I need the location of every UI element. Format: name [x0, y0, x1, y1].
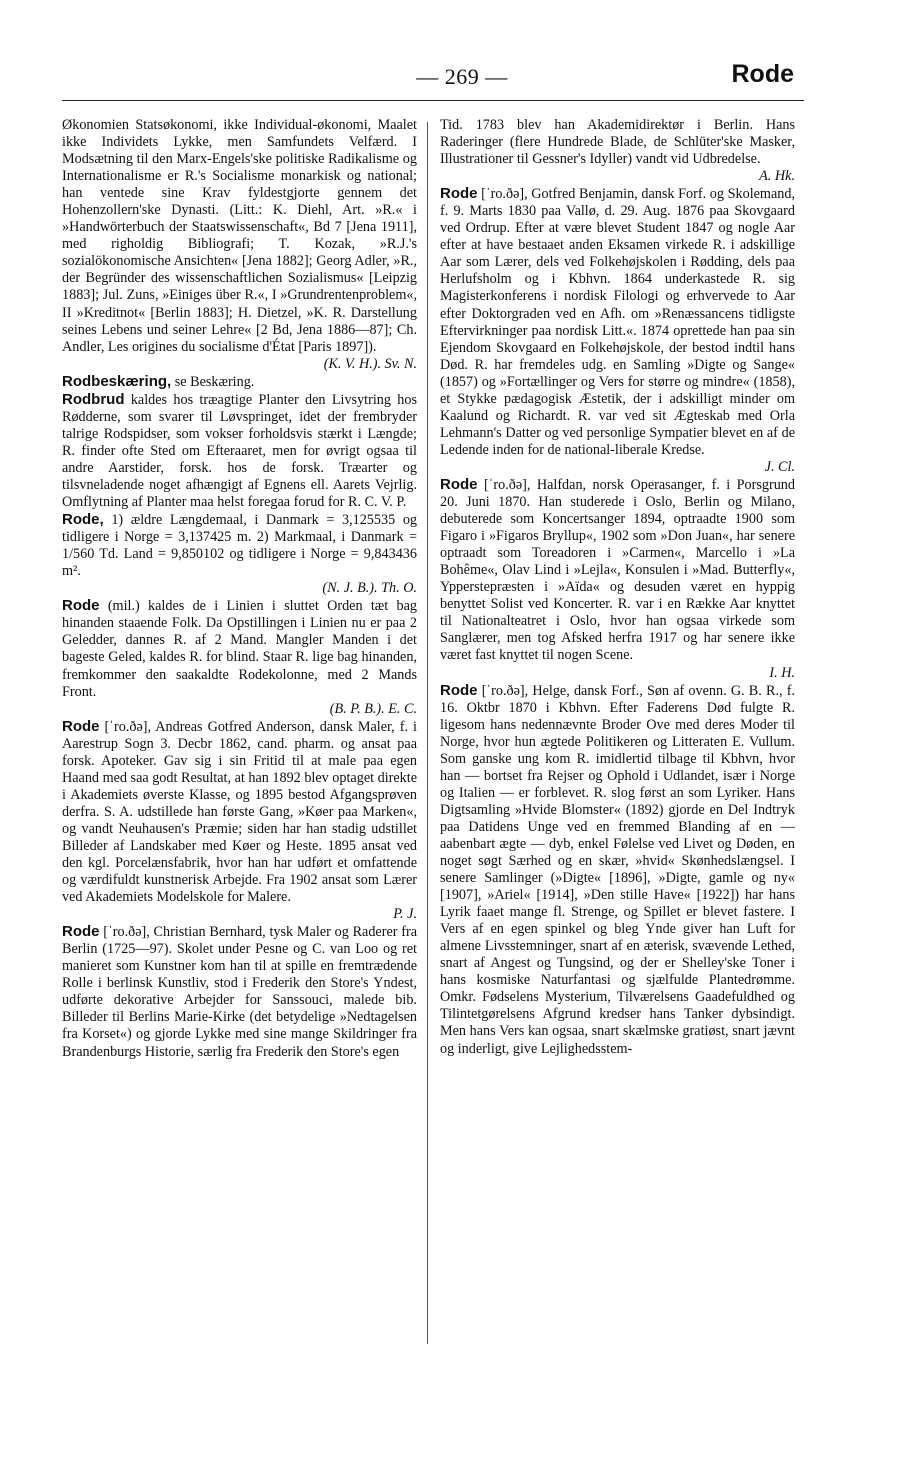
entry-headword: Rodbeskæring,: [62, 372, 172, 390]
dictionary-entry: [62, 923, 417, 1060]
entry-headword: Rode: [440, 185, 478, 203]
entry-headword: Rodbrud: [62, 390, 125, 408]
entry-text: [ˈro.ðə], Gotfred Benjamin, dansk Forf. og Skolemand, f. 9. Marts 1830 paa Vallø, d. 29. Aug. 1876 paa Skovgaard ved Ordrup. Efter at være blevet Student 1847 og nogle Aar efter at have bestaaet anden Eksamen virkede R. i adskillige Aar som Lærer, dels ved Folkehøjskolen i Rødding, dels paa Herlufsholm og i Kbhvn. 1864 underkastede R. sig Magisterkonferens i nordisk Filologi og erhvervede to Aar efter Doktorgraden ved en Afh. om »Renæssancens tidligste Eftervirkninger paa nordisk Litt.«. 1874 oprettede han paa sin Ejendom Skovgaard en Folkehøjskole, der bestod indtil hans Død. R. har fremdeles udg. en Samling »Digte og Sange« (1857) og »Fortællinger og Vers for større og mindre« (1858), et Stykke pædagogisk Æstetik, der i adskilligt minder om Kaalund og Richardt. R. var ved sit Ægteskab med Orla Lehmann's Datter og ved personlige Sympatier blevet en af de Ledende inden for de national-liberale Kredse.: [440, 186, 795, 458]
header-rule: [62, 100, 804, 101]
entry-text: Tid. 1783 blev han Akademidirektør i Berlin. Hans Raderinger (flere Hundrede Blade, de Schlüter'ske Masker, Illustrationer til Gessner's Idyller) vandt vid Udbredelse.: [440, 117, 795, 168]
right-column: [440, 117, 795, 1058]
entry-text: Økonomien Statsøkonomi, ikke Individual-økonomi, Maalet ikke Individets Lykke, men Samfundets Velfærd. I Modsætning til den Marx-Engels'ske politiske Radikalisme og Internationalisme er R.'s Socialisme monarkisk og national; han ventede sine Krav fyldestgjorte gennem det Hohenzollern'ske Dynasti. (Litt.: K. Diehl, Art. »R.« i »Handwörterbuch der Staatswissenschaft«, Bd 7 [Jena 1911], med righoldig Bibliografi; T. Kozak, »R.J.'s sozialökonomische Ansichten« [Jena 1882]; Georg Adler, »R., der Begründer des wissenschaftlichen Sozialismus« [Leipzig 1883]; Jul. Zuns, »Einiges über R.«, I »Grundrentenproblem«, II »Kreditnot« [Berlin 1883]; H. Dietzel, »K. R. Darstellung seines Lebens und seiner Lehre« [2 Bd, Jena 1886—87]; Ch. Andler, Les origines du socialisme d'État [Paris 1897]).: [62, 117, 417, 355]
entry-headword: Rode: [62, 923, 100, 941]
entry-text: [ˈro.ðə], Helge, dansk Forf., Søn af ovenn. G. B. R., f. 16. Oktbr 1870 i Kbhvn. Efter Faderens Død fulgte R. ligesom hans nedennævnte Broder Ove med deres Moder til Norge, hvor hun ægtede Politikeren og Litteraten E. Vullum. Som ganske ung kom R. imidlertid tilbage til Kbhvn, hvor han — bortset fra Rejser og Ophold i Udlandet, især i Norge og Italien — er forblevet. R. slog først an som Lyriker. Hans Digtsamling »Hvide Blomster« (1892) gjorde en Del Indtryk paa Datidens Unge ved en fremmed Blanding af en — aabenbart ægte — dyb, enkel Følelse ved Livet og Døden, en noget søgt Særhed og en skær, »hvid« Skønhedslængsel. I senere Samlinger (»Digte« [1896], »Digte, gamle og ny« [1907], »Ariel« [1914], »Den stille Have« [1922]) har hans Lyrik faaet mange fl. Strenge, og Spillet er blevet fastere. I Vers af en egen spinkel og bleg Ynde giver han Luft for almene Livsstemninger, snart af en æterisk, svævende Lethed, snart af Angest og Tungsind, og der er Shelley'ske Toner i hans kosmiske Naturfantasi og sjælfulde Plantedrømme. Omkr. Fødselens Mysterium, Tilværelsens Gaadefuldhed og Tilintetgørelsens Afgrund kredser hans Tanker dybsindigt. Men hans Vers kan ogsaa, snart skælmske gratiøst, snart jævnt og inderligt, give Lejlighedsstem-: [440, 682, 795, 1057]
author-signature: A. Hk.: [759, 168, 795, 185]
dictionary-entry: [62, 597, 417, 717]
left-column: [62, 117, 417, 1061]
entry-text: se Beskæring.: [174, 373, 255, 390]
dictionary-entry: [62, 391, 417, 511]
author-signature: I. H.: [769, 664, 795, 681]
running-head: Rode: [731, 60, 794, 88]
entry-headword: Rode: [62, 717, 100, 735]
column-divider: [427, 122, 428, 1344]
dictionary-entry: [62, 373, 417, 391]
entry-text: [ˈro.ðə], Andreas Gotfred Anderson, dansk Maler, f. i Aarestrup Sogn 3. Decbr 1862, cand. pharm. og ansat paa forsk. Apoteker. Gav sig i sin Fritid til at male paa egen Haand med saa godt Resultat, at han 1892 blev optaget direkte i Akademiets øverste Klasse, og 1895 bestod Afgangsprøven derfra. S. A. udstillede han første Gang, »Køer paa Marken«, og vandt Neuhausen's Præmie; siden har han stadig udstillet Billeder af Landskaber med Køer og Heste. 1895 ansat ved den kgl. Porcelænsfabrik, hvor han har udført et omfattende og værdifuldt kunstnerisk Arbejde. Fra 1902 ansat som Lærer ved Akademiets Modelskole for Malere.: [62, 718, 418, 906]
entry-text: kaldes hos træagtige Planter den Livsytring hos Rødderne, som svarer til Løvspringet, idet der frembryder talrige Rodspidser, som vokser forholdsvis stærkt i Længde; R. finder ofte Sted om Efteraaret, men for øvrigt ogsaa til andre Aarstider, forsk. hos de forsk. Træarter og tilsvneladende noget afhængigt af Egnens ell. Aarets Vejrlig. Omflytning af Planter maa helst foregaa forud for R. C. V. P.: [62, 391, 417, 511]
author-signature: (B. P. B.). E. C.: [329, 700, 417, 717]
author-signature: (N. J. B.). Th. O.: [322, 580, 417, 597]
entry-headword: Rode: [62, 597, 100, 615]
entry-text: [ˈro.ðə], Halfdan, norsk Operasanger, f. i Porsgrund 20. Juni 1870. Han studerede i Oslo, Berlin og Milano, debuterede som Koncertsanger 1894, optraadte 1900 som Figaro i »Figaros Bryllup«, 1902 som »Don Juan«, har senere optraadt som Toreadoren i »Carmen«, Marcello i »La Bohême«, Olav Lind i »Lejla«, Konsulen i »Mad. Butterfly«, Ypperstepræsten i »Aïda« og desuden været en hyppig benyttet Solist ved Koncerter. R. var i en Række Aar knyttet til Nationalteatret i Oslo, hvor han ogsaa virkede som Sanglærer, men tog Afsked herfra 1917 og har senere ikke været fast knyttet til nogen Scene.: [440, 476, 795, 664]
entry-text: (mil.) kaldes de i Linien i sluttet Orden tæt bag hinanden staaende Folk. Da Opstillingen i Linien nu er paa 2 Geledder, dannes R. af 2 Mand. Mangler Manden i det bageste Geled, kaldes R. for blind. Staar R. lige bag hinanden, fremkommer den saakaldte Rodekolonne, med 2 Mands Front.: [62, 598, 418, 700]
dictionary-entry: [62, 117, 417, 373]
entry-headword: Rode: [440, 475, 478, 493]
author-signature: P. J.: [393, 906, 417, 923]
dictionary-entry: [440, 476, 795, 682]
entry-text: 1) ældre Længdemaal, i Danmark = 3,125535 og tidligere i Norge = 3,137425 m. 2) Markmaal, i Danmark = 1/560 Td. Land = 9,850102 og tidligere i Norge = 9,843436 m².: [62, 512, 418, 580]
dictionary-entry: [440, 185, 795, 476]
page-number: — 269 —: [416, 64, 508, 89]
dictionary-entry: [440, 117, 795, 185]
author-signature: (K. V. H.). Sv. N.: [323, 355, 417, 372]
page-header: [62, 62, 804, 98]
dictionary-entry: [62, 718, 417, 924]
author-signature: J. Cl.: [764, 458, 795, 475]
entry-headword: Rode,: [62, 511, 104, 529]
dictionary-entry: [440, 682, 795, 1058]
dictionary-entry: [62, 511, 417, 597]
entry-headword: Rode: [440, 681, 478, 699]
entry-text: [ˈro.ðə], Christian Bernhard, tysk Maler og Raderer fra Berlin (1725—97). Skolet under Pesne og C. van Loo og ret manieret som Kunstner kom han til at spille en fremtrædende Rolle i berlinsk Kunstliv, stod i Frederik den Store's Yndest, udførte dekorative Arbejder for Sanssouci, malede bib. Billeder til Berlins Marie-Kirke (det betydelige »Nedtagelsen fra Korset«) og gjorde Lykke med sine mange Skildringer fra Brandenburgs Historie, særlig fra Frederik den Store's egen: [62, 924, 418, 1060]
